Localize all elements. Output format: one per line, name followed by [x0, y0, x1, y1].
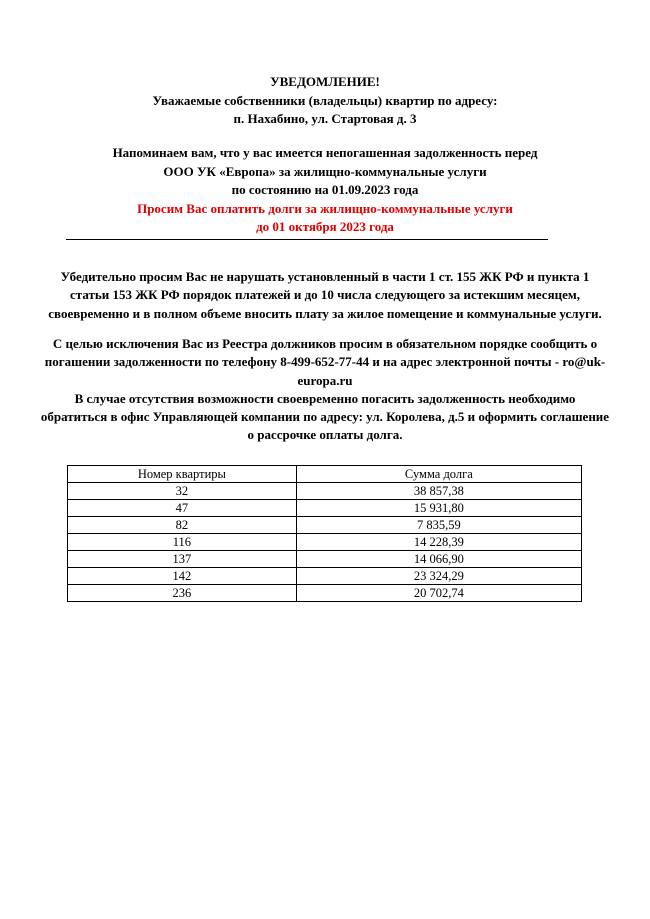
- payment-request: Просим Вас оплатить долги за жилищно-коммунальные услуги: [137, 200, 513, 216]
- rules-line-3: своевременно и в полном объеме вносить плату за жилое помещение и коммунальные услуги.: [48, 305, 602, 321]
- apartment-number: 116: [68, 534, 297, 551]
- contact-line-3: europa.ru: [297, 372, 353, 388]
- debt-amount: 14 066,90: [296, 551, 581, 568]
- debt-reminder: [0, 144, 650, 237]
- contact-line-4: В случае отсутствия возможности своевременно погасить задолженность необходимо: [74, 390, 576, 406]
- contact-paragraph: [0, 335, 650, 445]
- debt-amount: 7 835,59: [296, 517, 581, 534]
- reminder-line-3: по состоянию на 01.09.2023 года: [231, 182, 419, 198]
- notice-addressee: Уважаемые собственники (владельцы) квартир по адресу:: [152, 92, 498, 108]
- reminder-line-2: ООО УК «Европа» за жилищно-коммунальные услуги: [163, 163, 487, 179]
- apartment-number: 47: [68, 500, 297, 517]
- apartment-number: 137: [68, 551, 297, 568]
- reminder-line-1: Напоминаем вам, что у вас имеется непогашенная задолженность перед: [112, 145, 538, 160]
- table-row: [68, 585, 582, 602]
- contact-line-2: погашении задолженности по телефону 8-499-652-77-44 и на адрес электронной почты - ro@uk-: [44, 354, 606, 370]
- debt-amount: 15 931,80: [296, 500, 581, 517]
- debt-table: [67, 465, 582, 602]
- debt-amount: 14 228,39: [296, 534, 581, 551]
- apartment-number: 82: [68, 517, 297, 534]
- table-header-row: [68, 466, 582, 483]
- apartment-number: 142: [68, 568, 297, 585]
- contact-line-6: о рассрочке оплаты долга.: [247, 427, 403, 443]
- notice-title: УВЕДОМЛЕНИЕ!: [270, 74, 380, 89]
- notice-address: п. Нахабино, ул. Стартовая д. 3: [233, 111, 417, 126]
- table-row: [68, 483, 582, 500]
- contact-line-1: С целью исключения Вас из Реестра должников просим в обязательном порядке сообщить о: [52, 336, 598, 351]
- section-divider: [66, 239, 548, 240]
- table-row: [68, 551, 582, 568]
- rules-line-2: статьи 153 ЖК РФ порядок платежей и до 10 числа следующего за истекшим месяцем,: [70, 287, 580, 303]
- column-header-apartment: Номер квартиры: [68, 466, 297, 483]
- payment-deadline: до 01 октября 2023 года: [256, 219, 394, 235]
- contact-line-5: обратиться в офис Управляющей компании по адресу: ул. Королева, д.5 и оформить соглашение: [40, 409, 610, 425]
- apartment-number: 32: [68, 483, 297, 500]
- apartment-number: 236: [68, 585, 297, 602]
- table-row: [68, 517, 582, 534]
- rules-line-1: Убедительно просим Вас не нарушать установленный в части 1 ст. 155 ЖК РФ и пункта 1: [60, 269, 590, 284]
- table-row: [68, 534, 582, 551]
- payment-rules-paragraph: [0, 268, 650, 323]
- debt-amount: 38 857,38: [296, 483, 581, 500]
- table-row: [68, 500, 582, 517]
- notice-header: [0, 73, 650, 129]
- debt-amount: 20 702,74: [296, 585, 581, 602]
- debt-amount: 23 324,29: [296, 568, 581, 585]
- table-row: [68, 568, 582, 585]
- column-header-debt: Сумма долга: [296, 466, 581, 483]
